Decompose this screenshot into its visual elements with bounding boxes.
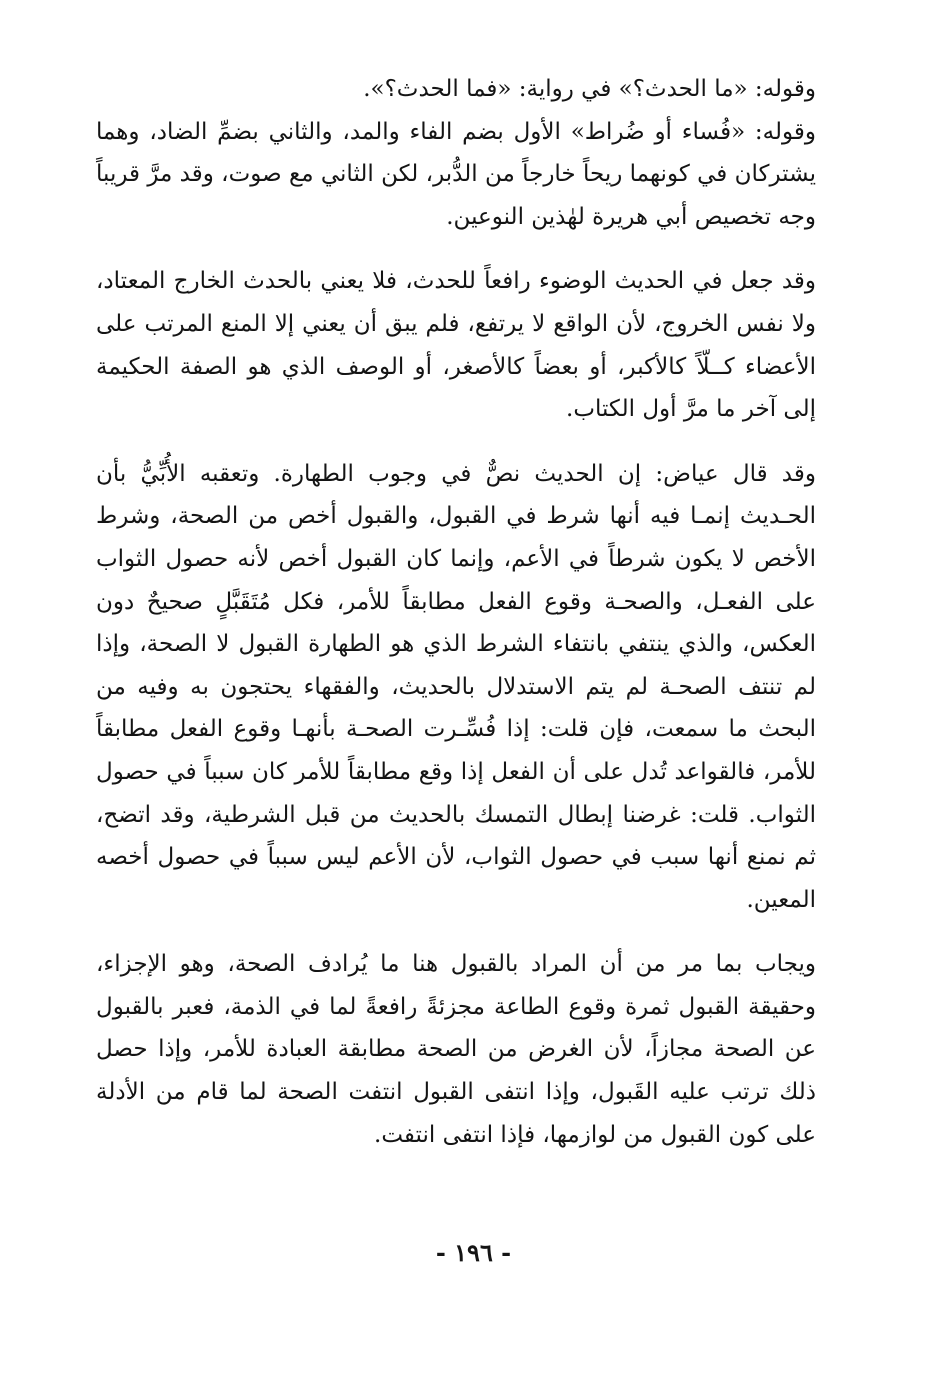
paragraph-gap	[96, 921, 816, 943]
paragraph-3: وقد جعل في الحديث الوضوء رافعاً للحدث، فلا يعني بالحدث الخارج المعتاد، ولا نفس الخروج، لأن الواقع لا يرتفع، فلم يبق أن يعني إلا المنع المرتب على الأعضاء كــلّاً كالأكبر، أو بعضاً كالأصغر، أو الوصف الذي هو الصفة الحكيمة إلى آخر ما مرَّ أول الكتاب.	[96, 268, 816, 423]
body-text	[96, 68, 816, 1156]
paragraph-5: ويجاب بما مر من أن المراد بالقبول هنا ما يُرادف الصحة، وهو الإجزاء، وحقيقة القبول ثمرة وقوع الطاعة مجزئةً رافعةً لما في الذمة، فعبر بالقبول عن الصحة مجازاً، لأن الغرض من الصحة مطابقة العبادة للأمر، وإذا حصل ذلك ترتب عليه القَبول، وإذا انتفى القبول انتفت الصحة لما قام من الأدلة على كون القبول من لوازمها، فإذا انتفى انتفت.	[96, 951, 816, 1148]
page-number: - ١٩٦ -	[435, 1238, 512, 1267]
paragraph-gap	[96, 238, 816, 260]
paragraph-1: وقوله: «ما الحدث؟» في رواية: «فما الحدث؟».	[363, 76, 816, 102]
paragraph-2: وقوله: «فُساء أو ضُراط» الأول بضم الفاء والمد، والثاني بضمِّ الضاد، وهما يشتركان في كونهما ريحاً خارجاً من الدُّبر، لكن الثاني مع صوت، وقد مرَّ قريباً وجه تخصيص أبي هريرة لهٰذين النوعين.	[96, 118, 816, 230]
paragraph-4: وقد قال عياض: إن الحديث نصٌّ في وجوب الطهارة. وتعقبه الأُبِّيُّ بأن الحـديث إنمـا فيه أنها شرط في القبول، والقبول أخص من الصحة، وشرط الأخص لا يكون شرطاً في الأعم، وإنما كان القبول أخص لأنه حصول الثواب على الفعـل، والصحـة وقوع الفعل مطابقاً للأمر، فكل مُتَقَبَّلٍ صحيحٌ دون العكس، والذي ينتفي بانتفاء الشرط الذي هو الطهارة القبول لا الصحة، وإذا لم تنتف الصحـة لم يتم الاستدلال بالحديث، والفقهاء يحتجون به وفيه من البحث ما سمعت، فإن قلت: إذا فُسِّـرت الصحـة بأنهـا وقوع الفعل مطابقاً للأمر، فالقواعد تُدل على أن الفعل إذا وقع مطابقاً للأمر كان سبباً في حصول الثواب. قلت: غرضنا إبطال التمسك بالحديث من قبل الشرطية، وقد اتضح، ثم نمنع أنها سبب في حصول الثواب، لأن الأعم ليس سبباً في حصول أخصه المعين.	[96, 460, 816, 913]
paragraph-gap	[96, 431, 816, 453]
